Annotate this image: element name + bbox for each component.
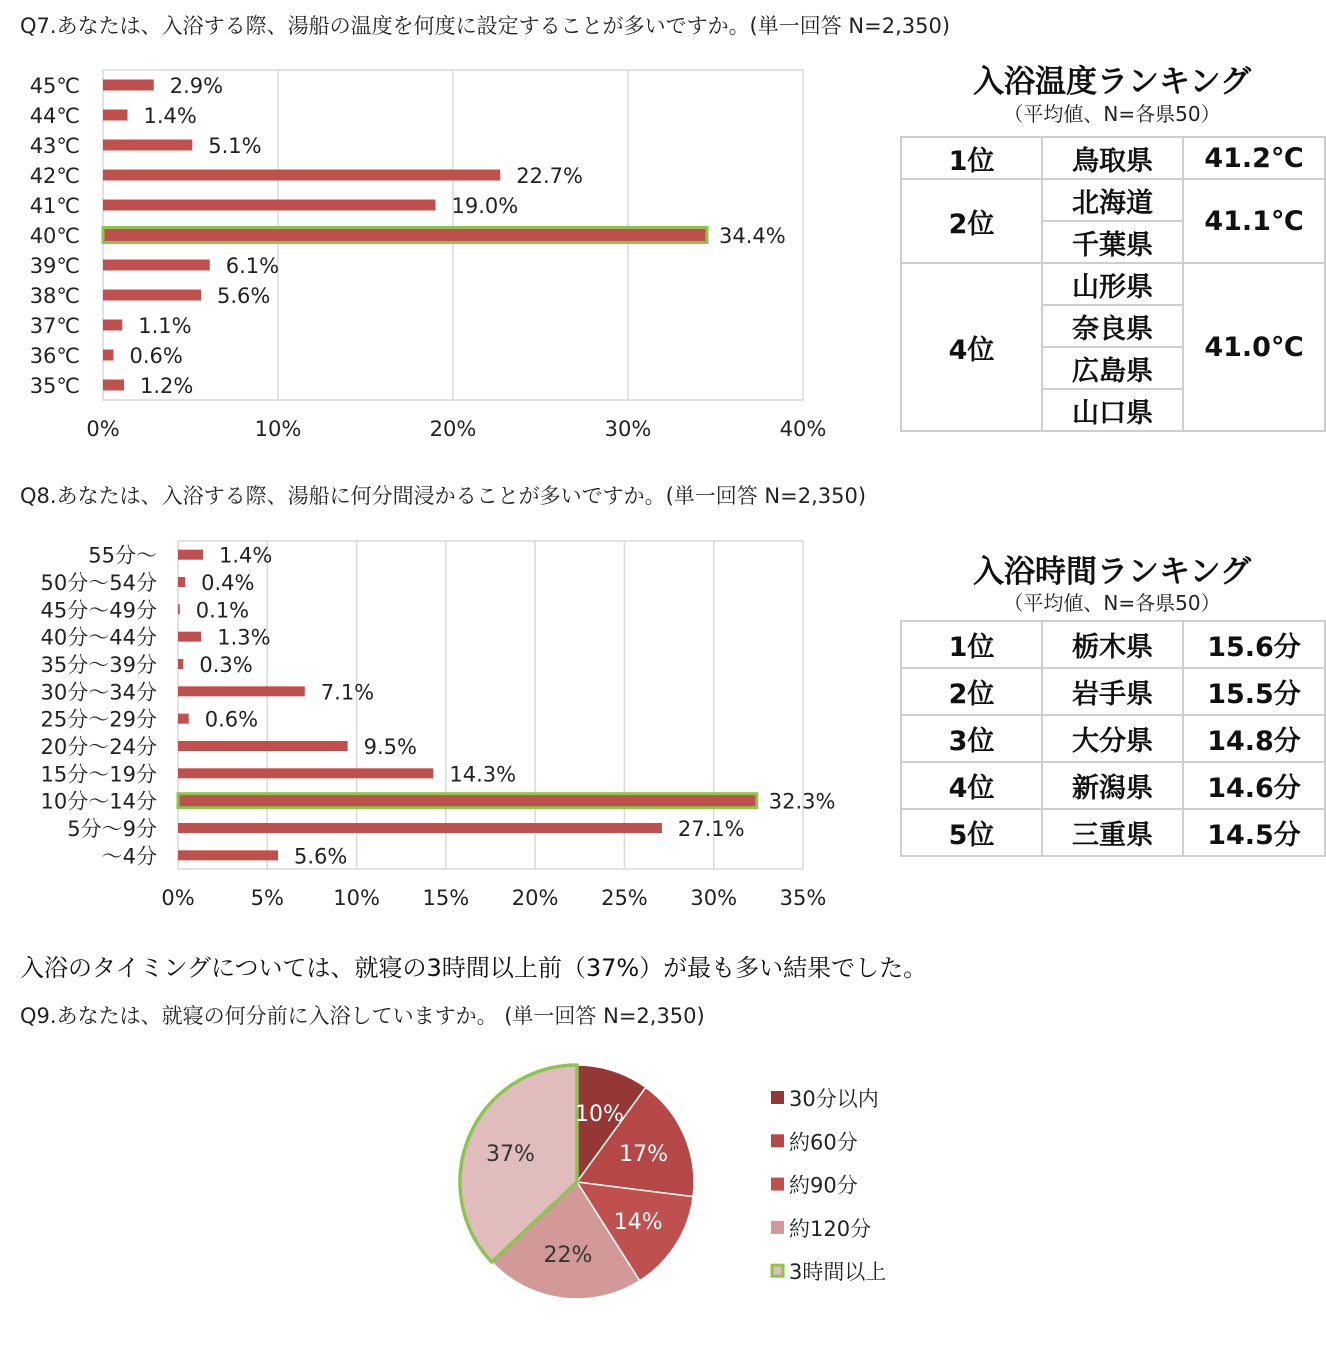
category-label: 20分～24分: [40, 735, 157, 759]
x-tick-label: 5%: [250, 886, 284, 910]
bar-value-label: 0.1%: [195, 598, 250, 623]
category-label: 15分～19分: [40, 762, 157, 787]
time-ranking-title: 入浴時間ランキング: [972, 554, 1252, 590]
bar-value-label: 14.3%: [449, 762, 517, 787]
bar-value-label: 5.6%: [217, 284, 271, 308]
category-label: 40℃: [29, 224, 80, 248]
category-label: 43℃: [29, 134, 80, 158]
bar-value-label: 1.4%: [143, 104, 197, 128]
prefecture: 広島県: [1042, 347, 1183, 389]
rank-label: 4位: [901, 762, 1042, 809]
time-value: 15.5分: [1183, 668, 1325, 715]
x-tick-label: 20%: [511, 886, 559, 910]
category-label: 38℃: [29, 284, 80, 308]
timing-headline: 入浴のタイミングについては、就寝の3時間以上前（37%）が最も多い結果でした。: [20, 954, 928, 982]
q9-question: Q9.あなたは、就寝の何分前に入浴していますか。 (単一回答 N=2,350): [20, 1004, 705, 1028]
bar-value-label: 5.6%: [294, 844, 348, 869]
legend-label: 30分以内: [789, 1087, 879, 1111]
prefecture: 山形県: [1042, 263, 1183, 305]
category-label: ～4分: [101, 844, 157, 869]
prefecture: 大分県: [1042, 715, 1183, 762]
bar-value-label: 0.6%: [204, 707, 259, 732]
prefecture: 栃木県: [1042, 621, 1183, 668]
legend-label: 3時間以上: [789, 1260, 887, 1285]
prefecture: 三重県: [1042, 809, 1183, 856]
bar-value-label: 0.6%: [129, 344, 183, 368]
temp-value: 41.0℃: [1183, 263, 1325, 431]
bar-value-label: 32.3%: [768, 789, 836, 814]
rank-label: 1位: [901, 621, 1042, 668]
category-label: 10分～14分: [40, 789, 157, 814]
bar-value-label: 0.4%: [201, 571, 255, 595]
pie-percent-label: 22%: [543, 1242, 593, 1268]
pie-percent-label: 37%: [485, 1142, 535, 1168]
pie-percent-label: 14%: [613, 1209, 663, 1235]
x-tick-label: 35%: [779, 886, 827, 910]
bar-value-label: 19.0%: [451, 194, 519, 218]
bar-value-label: 22.7%: [516, 164, 583, 188]
temp-ranking-title: 入浴温度ランキング: [972, 64, 1252, 100]
time-value: 14.8分: [1183, 715, 1325, 762]
temp-value: 41.1℃: [1183, 179, 1325, 263]
category-label: 36℃: [29, 344, 80, 368]
x-tick-label: 25%: [601, 886, 648, 910]
prefecture: 鳥取県: [1042, 137, 1183, 179]
category-label: 55分～: [88, 543, 157, 568]
prefecture: 奈良県: [1042, 305, 1183, 347]
category-label: 41℃: [29, 194, 80, 218]
pie-percent-label: 17%: [619, 1142, 669, 1168]
legend-label: 約120分: [789, 1216, 872, 1241]
category-label: 35℃: [29, 374, 80, 398]
time-value: 15.6分: [1183, 621, 1325, 668]
x-tick-label: 0%: [161, 886, 195, 910]
category-label: 25分～29分: [40, 707, 157, 732]
legend-label: 約60分: [789, 1130, 858, 1155]
rank-label: 2位: [901, 668, 1042, 715]
legend-label: 約90分: [789, 1173, 858, 1198]
category-label: 35分～39分: [40, 653, 157, 677]
rank-label: 5位: [901, 809, 1042, 856]
category-label: 5分～9分: [67, 817, 157, 841]
prefecture: 岩手県: [1042, 668, 1183, 715]
bar-value-label: 5.1%: [208, 134, 262, 158]
legend-swatch: [771, 1221, 784, 1234]
legend-swatch: [771, 1134, 784, 1147]
bar-value-label: 1.2%: [140, 374, 194, 398]
x-tick-label: 40%: [779, 417, 827, 441]
category-label: 40分～44分: [40, 625, 157, 650]
legend-swatch: [772, 1265, 783, 1276]
x-tick-label: 20%: [429, 417, 477, 441]
temp-ranking-subtitle: （平均値、N=各県50）: [1003, 102, 1221, 126]
time-value: 14.5分: [1183, 809, 1325, 856]
category-label: 37℃: [29, 314, 80, 338]
pie-percent-label: 10%: [574, 1102, 624, 1128]
category-label: 50分～54分: [40, 571, 157, 595]
rank-label: 4位: [901, 263, 1042, 431]
rank-label: 1位: [901, 137, 1042, 179]
bar-value-label: 27.1%: [677, 817, 745, 841]
x-tick-label: 15%: [422, 886, 470, 910]
time-ranking-subtitle: （平均値、N=各県50）: [1003, 591, 1221, 615]
bar-value-label: 7.1%: [320, 680, 375, 705]
rank-label: 2位: [901, 179, 1042, 263]
category-label: 30分～34分: [40, 680, 157, 705]
bar-value-label: 1.4%: [219, 543, 273, 568]
temp-value: 41.2℃: [1183, 137, 1325, 179]
category-label: 45℃: [29, 74, 80, 98]
category-label: 45分～49分: [40, 598, 157, 623]
bar-value-label: 6.1%: [225, 254, 280, 278]
q8-question: Q8.あなたは、入浴する際、湯船に何分間浸かることが多いですか。(単一回答 N=2,350): [20, 484, 867, 508]
legend-swatch: [771, 1091, 784, 1104]
bar-value-label: 9.5%: [363, 735, 418, 759]
prefecture: 新潟県: [1042, 762, 1183, 809]
bar-value-label: 1.1%: [138, 314, 192, 338]
x-tick-label: 30%: [604, 417, 652, 441]
bar-value-label: 2.9%: [169, 74, 224, 98]
bar-value-label: 1.3%: [217, 625, 271, 650]
x-tick-label: 0%: [86, 417, 120, 441]
time-value: 14.6分: [1183, 762, 1325, 809]
rank-label: 3位: [901, 715, 1042, 762]
q7-question: Q7.あなたは、入浴する際、湯船の温度を何度に設定することが多いですか。(単一回答 N=2,350): [20, 14, 951, 38]
legend-swatch: [771, 1178, 784, 1191]
x-tick-label: 10%: [254, 417, 302, 441]
category-label: 44℃: [29, 104, 80, 128]
prefecture: 千葉県: [1042, 221, 1183, 263]
category-label: 42℃: [29, 164, 80, 188]
prefecture: 北海道: [1042, 179, 1183, 221]
prefecture: 山口県: [1042, 389, 1183, 431]
category-label: 39℃: [29, 254, 80, 278]
x-tick-label: 30%: [690, 886, 738, 910]
bar-value-label: 34.4%: [719, 224, 786, 248]
bar-value-label: 0.3%: [199, 653, 253, 677]
x-tick-label: 10%: [333, 886, 380, 910]
